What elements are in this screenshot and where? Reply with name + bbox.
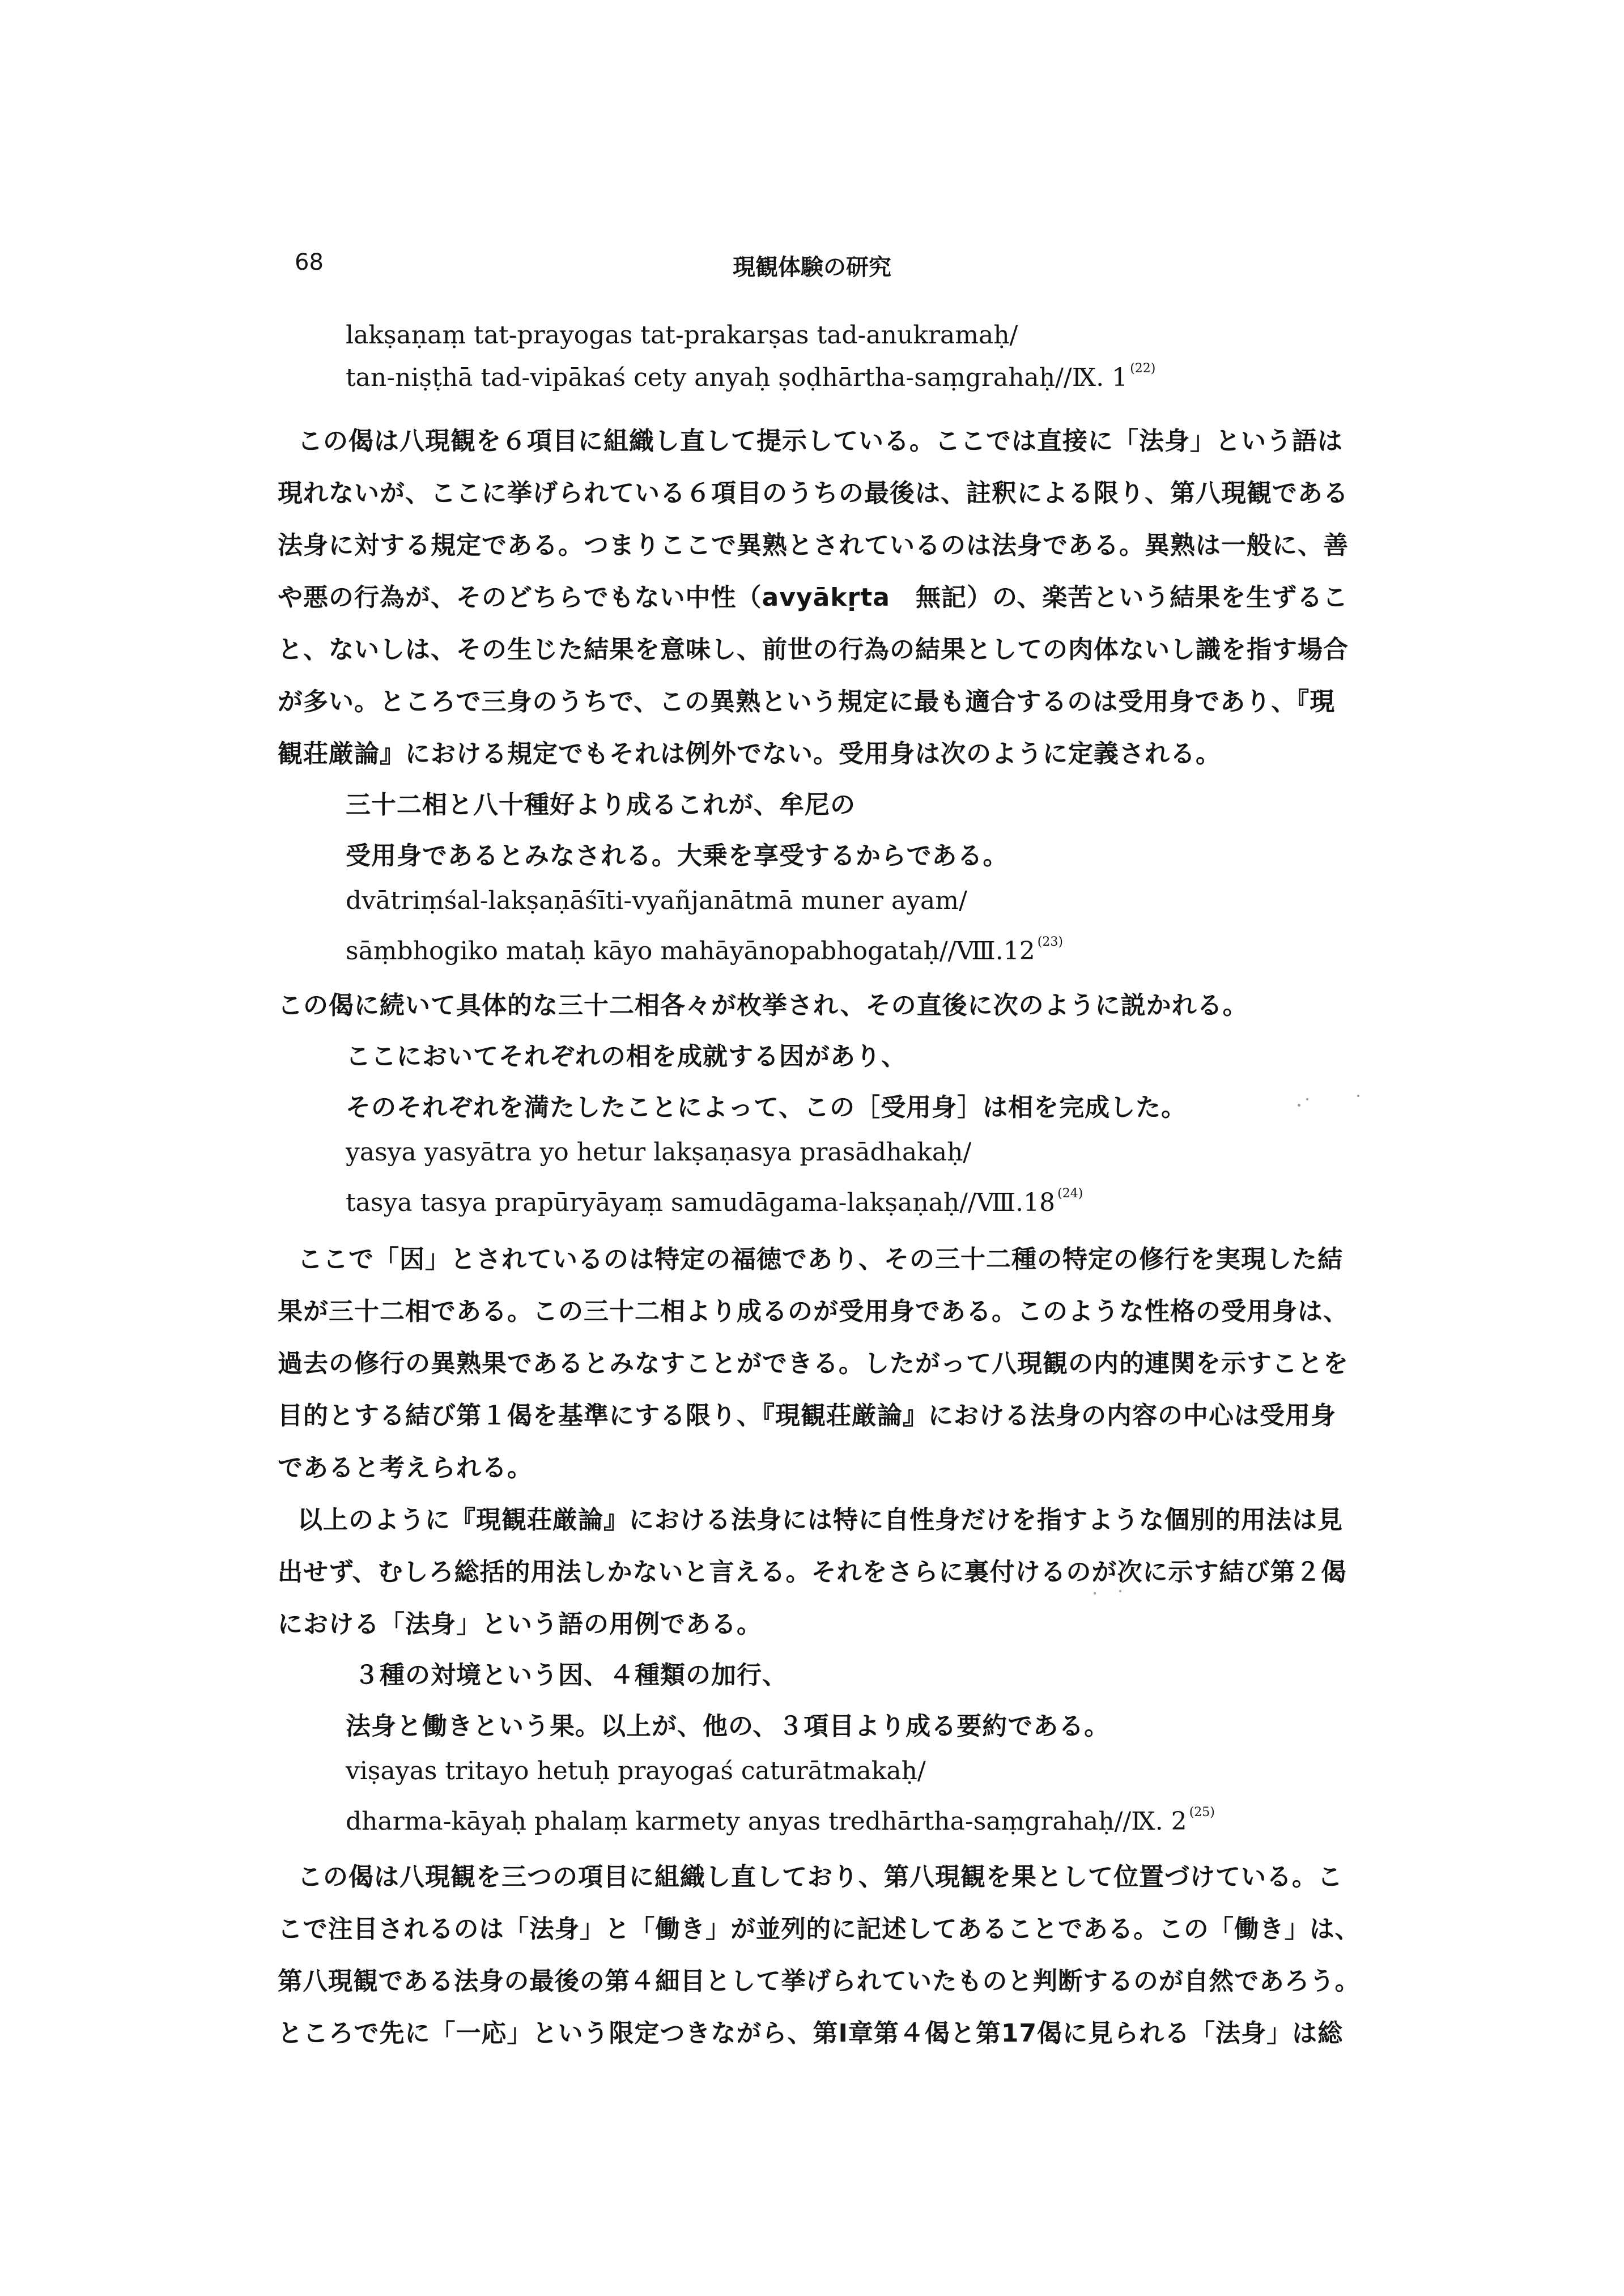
verse-text: tasya tasya prapūryāyaṃ samudāgama-lakṣaṇaḥ//Ⅷ.18 <box>346 1188 1056 1217</box>
footnote-ref: (23) <box>1037 935 1063 949</box>
footnote-ref: (24) <box>1057 1187 1083 1201</box>
scan-speck <box>1094 1592 1096 1595</box>
para1-line: 法身に対する規定である。つまりここで異熟とされているのは法身である。異熟は一般に、善 <box>278 531 1349 560</box>
scan-speck <box>1119 1590 1121 1592</box>
scan-speck <box>1298 1104 1300 1107</box>
para2-line: この偈に続いて具体的な三十二相各々が枚挙され、その直後に次のように説かれる。 <box>278 991 1248 1020</box>
verse-9-2-translation-2: 法身と働きという果。以上が、他の、３項目より成る要約である。 <box>346 1712 1110 1741</box>
verse-8-18-line-1: yasya yasyātra yo hetur lakṣaṇasya prasādhakaḥ/ <box>346 1138 972 1167</box>
para4-line: 出せず、むしろ総括的用法しかないと言える。それをさらに裏付けるのが次に示す結び第２偈 <box>278 1558 1347 1587</box>
verse-8-12-translation-1: 三十二相と八十種好より成るこれが、牟尼の <box>346 790 856 819</box>
running-title: 現観体験の研究 <box>733 254 891 280</box>
verse-9-2-line-2 <box>346 1805 1215 1836</box>
verse-text: dharma-kāyaḥ phalaṃ karmety anyas tredhārtha-saṃgrahaḥ//Ⅸ. 2 <box>346 1807 1187 1836</box>
footnote-ref: (25) <box>1189 1805 1215 1819</box>
verse-9-1-line-2 <box>346 362 1155 392</box>
verse-9-2-translation-1: ３種の対境という因、４種類の加行、 <box>354 1661 788 1690</box>
scan-speck <box>1306 1098 1308 1100</box>
verse-text: tan-niṣṭhā tad-vipākaś cety anyaḥ ṣoḍhārtha-saṃgrahaḥ//Ⅸ. 1 <box>346 363 1128 392</box>
para3-line: であると考えられる。 <box>278 1453 533 1482</box>
verse-9-1-line-1: lakṣaṇaṃ tat-prayogas tat-prakarṣas tad-anukramaḥ/ <box>346 321 1018 350</box>
para3-line: 果が三十二相である。この三十二相より成るのが受用身である。このような性格の受用身は、 <box>278 1297 1349 1326</box>
verse-8-18-translation-2: そのそれぞれを満たしたことによって、この［受用身］は相を完成した。 <box>346 1093 1187 1122</box>
para3-line: ここで「因」とされているのは特定の福徳であり、その三十二種の特定の修行を実現した結 <box>297 1245 1343 1274</box>
para1-line: 観荘厳論』における規定でもそれは例外でない。受用身は次のように定義される。 <box>278 739 1221 768</box>
para4-line: 以上のように『現観荘厳論』における法身には特に自性身だけを指すような個別的用法は見 <box>297 1506 1343 1534</box>
para1-line: や悪の行為が、そのどちらでもない中性（avyākṛta 無記）の、楽苦という結果を生ずるこ <box>278 583 1349 612</box>
page-header <box>295 249 1329 283</box>
para4-line: における「法身」という語の用例である。 <box>278 1610 762 1639</box>
footnote-ref: (22) <box>1130 362 1156 376</box>
para1-line: この偈は八現観を６項目に組織し直して提示している。ここでは直接に「法身」という語は <box>297 427 1343 456</box>
verse-8-12-line-1: dvātriṃśal-lakṣaṇāśīti-vyañjanātmā muner ayam/ <box>346 886 967 915</box>
para1-line: と、ないしは、その生じた結果を意味し、前世の行為の結果としての肉体ないし識を指す場合 <box>278 635 1349 664</box>
para5-line: こで注目されるのは「法身」と「働き」が並列的に記述してあることである。この「働き」は、 <box>278 1915 1361 1944</box>
para5-line: この偈は八現観を三つの項目に組織し直しており、第八現観を果として位置づけている。こ <box>297 1863 1343 1891</box>
scan-speck <box>1357 1095 1359 1097</box>
verse-8-18-line-2 <box>346 1187 1083 1217</box>
verse-8-12-line-2 <box>346 935 1063 966</box>
para1-line: が多い。ところで三身のうちで、この異熟という規定に最も適合するのは受用身であり、『現 <box>278 687 1336 716</box>
verse-8-12-translation-2: 受用身であるとみなされる。大乗を享受するからである。 <box>346 841 1009 870</box>
verse-8-18-translation-1: ここにおいてそれぞれの相を成就する因があり、 <box>346 1042 907 1071</box>
verse-9-2-line-1: viṣayas tritayo hetuḥ prayogaś caturātmakaḥ/ <box>346 1757 926 1785</box>
para5-line: 第八現観である法身の最後の第４細目として挙げられていたものと判断するのが自然であろう。 <box>278 1967 1361 1996</box>
para3-line: 目的とする結び第１偈を基準にする限り、『現観荘厳論』における法身の内容の中心は受用身 <box>278 1401 1336 1430</box>
para5-line: ところで先に「一応」という限定つきながら、第Ⅰ章第４偈と第17偈に見られる「法身」は総 <box>278 2019 1344 2048</box>
verse-text: sāṃbhogiko mataḥ kāyo mahāyānopabhogataḥ//Ⅷ.12 <box>346 937 1035 966</box>
page-number: 68 <box>295 249 324 275</box>
para1-line: 現れないが、ここに挙げられている６項目のうちの最後は、註釈による限り、第八現観である <box>278 479 1349 508</box>
para3-line: 過去の修行の異熟果であるとみなすことができる。したがって八現観の内的連関を示すことを <box>278 1349 1349 1378</box>
